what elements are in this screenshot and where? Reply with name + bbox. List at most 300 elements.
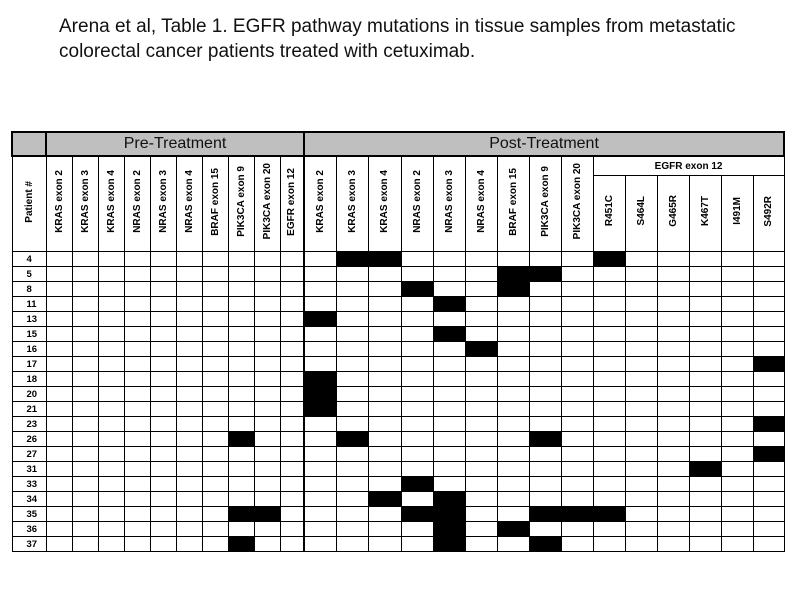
mutation-cell [625, 342, 657, 357]
mutation-cell [176, 447, 202, 462]
mutation-cell [593, 282, 625, 297]
mutation-cell [465, 282, 497, 297]
post-treatment-header: Post-Treatment [304, 132, 784, 156]
mutation-cell [228, 447, 254, 462]
mutation-cell [98, 492, 124, 507]
patient-id: 27 [12, 447, 46, 462]
mutation-cell [46, 342, 72, 357]
mutation-cell [280, 492, 304, 507]
mutation-cell [497, 342, 529, 357]
mutation-cell [753, 312, 784, 327]
mutation-cell [529, 357, 561, 372]
mutation-cell [98, 462, 124, 477]
post-col-2 [368, 156, 401, 252]
mutation-cell [497, 447, 529, 462]
mutation-cell [46, 357, 72, 372]
mutation-cell [202, 357, 228, 372]
mutation-cell [150, 537, 176, 552]
pre-col-8 [254, 156, 280, 252]
mutation-cell [336, 327, 368, 342]
mutation-cell [497, 537, 529, 552]
mutation-cell-positive [336, 252, 368, 267]
mutation-cell [689, 447, 721, 462]
mutation-cell-positive [304, 387, 336, 402]
patient-id: 21 [12, 402, 46, 417]
mutation-cell [593, 402, 625, 417]
mutation-cell [561, 402, 593, 417]
mutation-cell [202, 492, 228, 507]
mutation-cell [497, 357, 529, 372]
mutation-cell-positive [401, 282, 433, 297]
mutation-cell [336, 477, 368, 492]
mutation-cell [593, 462, 625, 477]
pre-col-5-label: NRAS exon 4 [183, 170, 195, 233]
mutation-cell [657, 537, 689, 552]
mutation-cell [46, 492, 72, 507]
mutation-cell [753, 267, 784, 282]
mutation-cell [368, 372, 401, 387]
mutation-cell [561, 462, 593, 477]
mutation-cell [336, 312, 368, 327]
mutation-cell [304, 432, 336, 447]
post-col-6-label: BRAF exon 15 [507, 167, 519, 236]
mutation-cell [254, 492, 280, 507]
mutation-cell [72, 537, 98, 552]
mutation-cell [336, 387, 368, 402]
mutation-cell [304, 492, 336, 507]
mutation-cell [46, 462, 72, 477]
mutation-cell [368, 357, 401, 372]
mutation-cell [202, 522, 228, 537]
egfr-col-5-label: S492R [763, 195, 775, 227]
mutation-cell-positive [497, 522, 529, 537]
mutation-cell-positive [228, 507, 254, 522]
mutation-cell [689, 267, 721, 282]
mutation-cell [98, 447, 124, 462]
mutation-cell [304, 522, 336, 537]
mutation-cell [721, 282, 753, 297]
pre-col-1 [72, 156, 98, 252]
table-row [12, 507, 784, 522]
mutation-cell [124, 357, 150, 372]
mutation-cell [46, 372, 72, 387]
mutation-cell [336, 417, 368, 432]
mutation-cell [657, 507, 689, 522]
mutation-cell [336, 297, 368, 312]
egfr-col-3-label: K467T [699, 195, 711, 226]
post-col-1-label: KRAS exon 3 [346, 170, 358, 233]
patient-id: 5 [12, 267, 46, 282]
mutation-cell [124, 417, 150, 432]
table-row [12, 402, 784, 417]
mutation-cell [753, 402, 784, 417]
mutation-cell [368, 537, 401, 552]
mutation-cell [228, 297, 254, 312]
mutation-cell [254, 357, 280, 372]
mutation-cell [72, 282, 98, 297]
mutation-cell [433, 402, 465, 417]
egfr-col-4-label: I491M [731, 197, 743, 225]
mutation-cell [625, 402, 657, 417]
mutation-cell [625, 252, 657, 267]
mutation-cell [254, 267, 280, 282]
mutation-cell-positive [254, 507, 280, 522]
pre-col-0-label: KRAS exon 2 [53, 170, 65, 233]
mutation-cell [254, 387, 280, 402]
mutation-cell [228, 342, 254, 357]
mutation-cell [46, 282, 72, 297]
table-row [12, 372, 784, 387]
mutation-cell [72, 402, 98, 417]
table-row [12, 477, 784, 492]
mutation-cell [753, 537, 784, 552]
mutation-cell [721, 372, 753, 387]
mutation-cell [98, 537, 124, 552]
mutation-cell [657, 327, 689, 342]
patient-id: 8 [12, 282, 46, 297]
mutation-cell [202, 432, 228, 447]
mutation-cell [753, 462, 784, 477]
mutation-cell [529, 297, 561, 312]
mutation-cell [124, 432, 150, 447]
mutation-cell [202, 462, 228, 477]
mutation-cell [689, 312, 721, 327]
mutation-cell [98, 432, 124, 447]
mutation-cell [176, 357, 202, 372]
mutation-cell [657, 342, 689, 357]
pre-col-1-label: KRAS exon 3 [79, 170, 91, 233]
mutation-cell [304, 537, 336, 552]
mutation-cell [625, 492, 657, 507]
mutation-cell [368, 327, 401, 342]
mutation-cell [150, 297, 176, 312]
mutation-cell [254, 537, 280, 552]
mutation-cell [46, 417, 72, 432]
mutation-cell [202, 372, 228, 387]
pre-col-5 [176, 156, 202, 252]
mutation-cell [150, 432, 176, 447]
pre-col-8-label: PIK3CA exon 20 [261, 163, 273, 240]
mutation-cell [46, 312, 72, 327]
mutation-cell [529, 327, 561, 342]
mutation-cell [176, 492, 202, 507]
mutation-cell [336, 492, 368, 507]
mutation-cell [529, 342, 561, 357]
mutation-cell [689, 297, 721, 312]
mutation-cell [721, 522, 753, 537]
mutation-cell [465, 432, 497, 447]
mutation-cell [72, 477, 98, 492]
mutation-cell-positive [433, 507, 465, 522]
pre-treatment-header: Pre-Treatment [46, 132, 304, 156]
mutation-cell [368, 387, 401, 402]
mutation-cell [202, 252, 228, 267]
mutation-cell [401, 357, 433, 372]
mutation-cell [98, 297, 124, 312]
mutation-cell [72, 522, 98, 537]
patient-id: 34 [12, 492, 46, 507]
mutation-cell [721, 402, 753, 417]
mutation-cell [304, 447, 336, 462]
mutation-cell [561, 477, 593, 492]
mutation-cell [401, 402, 433, 417]
pre-col-9-label: EGFR exon 12 [286, 167, 298, 236]
mutation-cell [721, 342, 753, 357]
mutation-cell [228, 522, 254, 537]
mutation-cell [497, 477, 529, 492]
mutation-cell [254, 312, 280, 327]
mutation-cell [254, 432, 280, 447]
patient-id: 15 [12, 327, 46, 342]
mutation-cell [497, 492, 529, 507]
pre-col-7 [228, 156, 254, 252]
mutation-cell [401, 417, 433, 432]
mutation-cell-positive [433, 522, 465, 537]
mutation-cell [72, 507, 98, 522]
patient-id: 17 [12, 357, 46, 372]
mutation-cell [98, 387, 124, 402]
mutation-cell [689, 537, 721, 552]
mutation-cell [280, 462, 304, 477]
mutation-cell [689, 372, 721, 387]
mutation-cell [46, 267, 72, 282]
mutation-cell [368, 297, 401, 312]
mutation-cell [98, 312, 124, 327]
mutation-cell [433, 252, 465, 267]
mutation-cell [280, 477, 304, 492]
group-header-row [12, 132, 784, 156]
pre-col-4-label: NRAS exon 3 [157, 170, 169, 233]
mutation-cell [561, 372, 593, 387]
mutation-cell [304, 297, 336, 312]
mutation-cell [228, 462, 254, 477]
mutation-cell [753, 507, 784, 522]
mutation-table [11, 131, 785, 552]
mutation-cell [280, 522, 304, 537]
mutation-cell [529, 492, 561, 507]
mutation-cell [176, 477, 202, 492]
post-col-5 [465, 156, 497, 252]
mutation-cell [689, 342, 721, 357]
mutation-cell [433, 312, 465, 327]
mutation-cell [497, 462, 529, 477]
mutation-cell [593, 387, 625, 402]
mutation-cell [593, 522, 625, 537]
mutation-cell [368, 417, 401, 432]
mutation-cell [433, 417, 465, 432]
mutation-cell [401, 252, 433, 267]
mutation-cell [202, 447, 228, 462]
post-col-5-label: NRAS exon 4 [475, 170, 487, 233]
mutation-cell [280, 342, 304, 357]
mutation-cell [72, 387, 98, 402]
pre-col-3-label: NRAS exon 2 [131, 170, 143, 233]
mutation-cell [465, 402, 497, 417]
mutation-cell [98, 477, 124, 492]
mutation-cell [401, 492, 433, 507]
mutation-cell [124, 507, 150, 522]
mutation-cell [254, 522, 280, 537]
mutation-cell [497, 507, 529, 522]
mutation-cell [124, 522, 150, 537]
mutation-cell [529, 402, 561, 417]
mutation-cell [98, 267, 124, 282]
mutation-cell [202, 282, 228, 297]
post-col-0 [304, 156, 336, 252]
mutation-cell [254, 342, 280, 357]
mutation-cell [368, 402, 401, 417]
mutation-cell-positive [336, 432, 368, 447]
table-body [12, 252, 784, 552]
mutation-cell-positive [401, 477, 433, 492]
mutation-cell [280, 402, 304, 417]
mutation-cell [124, 462, 150, 477]
mutation-cell [254, 297, 280, 312]
mutation-cell [497, 372, 529, 387]
table-row [12, 312, 784, 327]
mutation-cell [657, 252, 689, 267]
mutation-cell [280, 252, 304, 267]
mutation-cell [336, 372, 368, 387]
mutation-cell [529, 462, 561, 477]
mutation-cell [433, 357, 465, 372]
mutation-cell [721, 357, 753, 372]
mutation-cell [254, 477, 280, 492]
mutation-cell [98, 252, 124, 267]
mutation-cell [433, 387, 465, 402]
egfr-col-5 [753, 176, 784, 252]
mutation-cell [46, 507, 72, 522]
mutation-cell [280, 267, 304, 282]
mutation-cell [529, 252, 561, 267]
mutation-cell [202, 477, 228, 492]
mutation-cell [150, 327, 176, 342]
mutation-cell [497, 312, 529, 327]
mutation-cell [202, 402, 228, 417]
mutation-cell [304, 267, 336, 282]
mutation-cell [529, 477, 561, 492]
mutation-cell [625, 297, 657, 312]
mutation-cell [202, 267, 228, 282]
mutation-cell [689, 387, 721, 402]
mutation-cell [228, 267, 254, 282]
egfr-col-2-label: G465R [667, 195, 679, 227]
mutation-cell [465, 252, 497, 267]
mutation-cell-positive [529, 537, 561, 552]
mutation-cell [150, 462, 176, 477]
mutation-cell [150, 282, 176, 297]
table-row [12, 282, 784, 297]
mutation-cell [593, 357, 625, 372]
mutation-cell [529, 372, 561, 387]
mutation-cell [254, 447, 280, 462]
mutation-cell [368, 462, 401, 477]
patient-id: 37 [12, 537, 46, 552]
mutation-cell [336, 282, 368, 297]
mutation-cell [150, 252, 176, 267]
mutation-cell-positive [433, 537, 465, 552]
mutation-cell [721, 267, 753, 282]
mutation-cell [689, 432, 721, 447]
mutation-cell [433, 372, 465, 387]
mutation-cell [593, 492, 625, 507]
mutation-cell [124, 492, 150, 507]
mutation-cell [368, 267, 401, 282]
table-row [12, 252, 784, 267]
mutation-cell [593, 417, 625, 432]
mutation-cell [176, 342, 202, 357]
mutation-cell-positive [529, 432, 561, 447]
mutation-cell [368, 432, 401, 447]
mutation-cell [657, 402, 689, 417]
mutation-cell [304, 282, 336, 297]
table-row [12, 447, 784, 462]
mutation-cell [689, 492, 721, 507]
mutation-cell [465, 357, 497, 372]
mutation-cell [657, 312, 689, 327]
mutation-cell [625, 387, 657, 402]
mutation-cell [657, 417, 689, 432]
mutation-cell [124, 267, 150, 282]
mutation-cell [304, 342, 336, 357]
mutation-cell [150, 372, 176, 387]
mutation-cell [150, 357, 176, 372]
patient-col-header [12, 156, 46, 252]
mutation-cell-positive [304, 312, 336, 327]
mutation-cell [657, 297, 689, 312]
mutation-cell [753, 432, 784, 447]
mutation-cell [593, 447, 625, 462]
mutation-cell [150, 447, 176, 462]
mutation-cell [98, 372, 124, 387]
mutation-cell [176, 312, 202, 327]
mutation-cell [228, 417, 254, 432]
patient-id: 20 [12, 387, 46, 402]
mutation-cell [46, 387, 72, 402]
mutation-cell [304, 417, 336, 432]
mutation-cell-positive [433, 297, 465, 312]
mutation-cell [753, 252, 784, 267]
mutation-cell [202, 417, 228, 432]
mutation-cell [401, 432, 433, 447]
mutation-cell [254, 402, 280, 417]
mutation-cell [368, 477, 401, 492]
egfr-col-1-label: S464L [635, 196, 647, 226]
mutation-cell-positive [689, 462, 721, 477]
mutation-cell [124, 282, 150, 297]
mutation-cell [176, 267, 202, 282]
mutation-cell [529, 312, 561, 327]
mutation-cell [593, 342, 625, 357]
mutation-cell-positive [561, 507, 593, 522]
mutation-cell [46, 252, 72, 267]
mutation-cell [202, 327, 228, 342]
mutation-cell [46, 477, 72, 492]
mutation-cell [124, 387, 150, 402]
patient-id: 4 [12, 252, 46, 267]
mutation-cell [176, 297, 202, 312]
mutation-cell [368, 282, 401, 297]
mutation-cell [72, 357, 98, 372]
mutation-cell-positive [228, 537, 254, 552]
mutation-cell [228, 387, 254, 402]
mutation-cell [150, 312, 176, 327]
mutation-cell [561, 342, 593, 357]
mutation-cell [202, 537, 228, 552]
mutation-cell [721, 432, 753, 447]
mutation-cell [465, 447, 497, 462]
mutation-cell [202, 312, 228, 327]
